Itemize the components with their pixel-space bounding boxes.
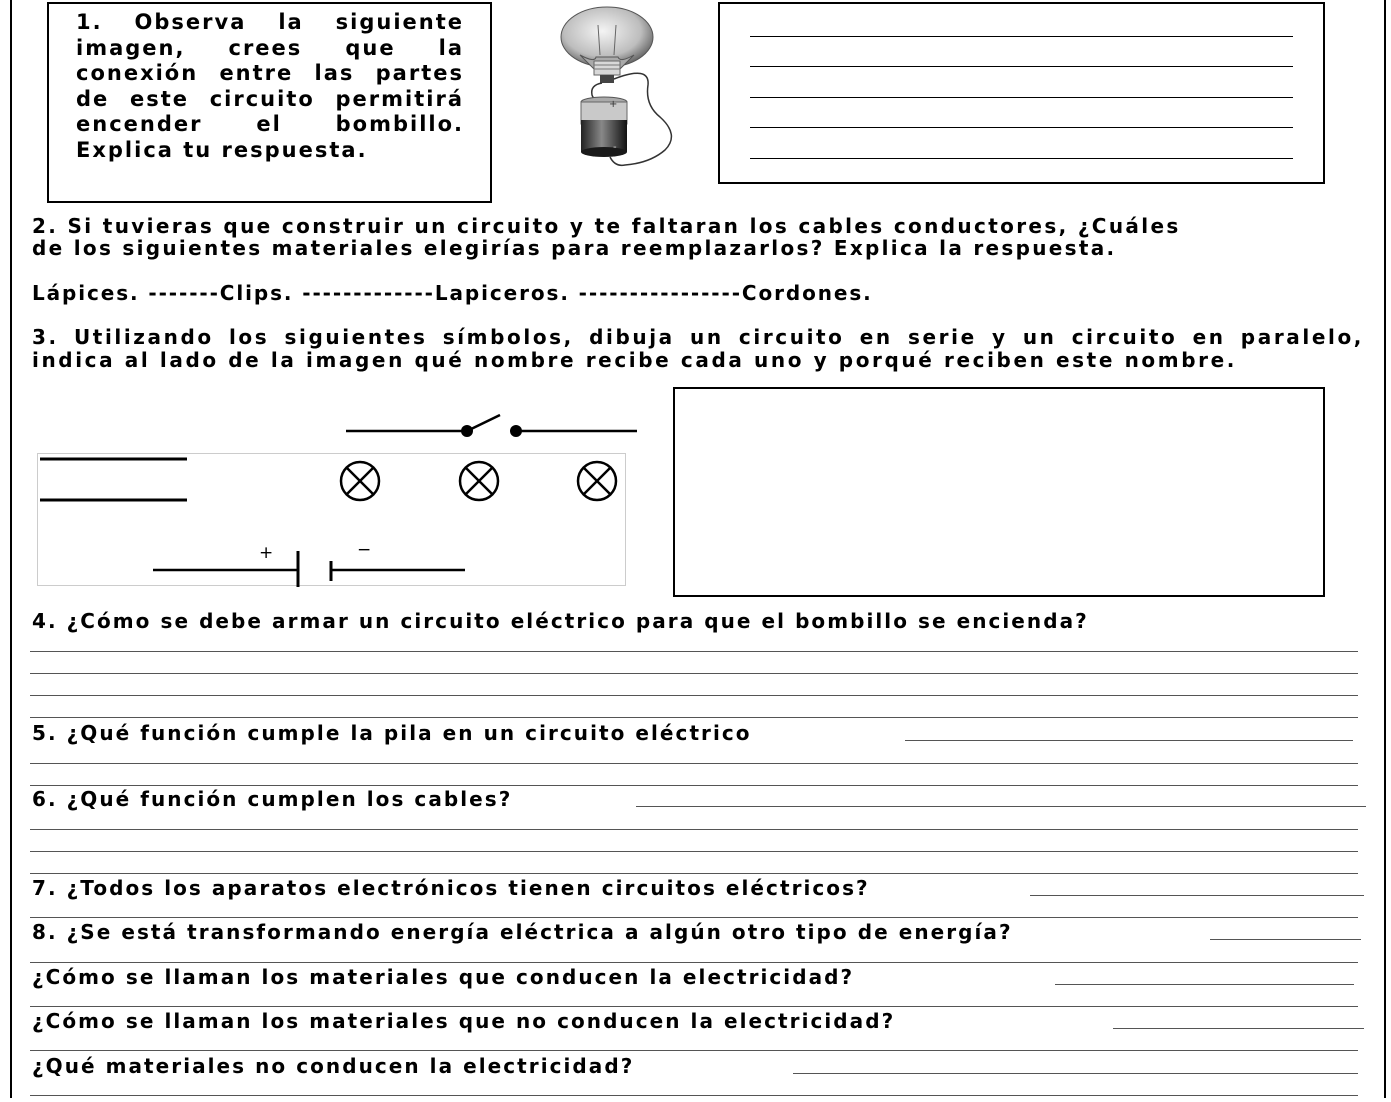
answer-line[interactable]	[30, 917, 1358, 918]
answer-line[interactable]	[30, 1050, 1358, 1051]
question-10-text: ¿Cómo se llaman los materiales que no conducen la electricidad?	[32, 1009, 896, 1033]
answer-line[interactable]	[1030, 895, 1364, 896]
answer-line[interactable]	[30, 785, 1358, 786]
question-3-text: 3. Utilizando los siguientes símbolos, dibuja un circuito en serie y un circuito en paralelo, indica al lado de la imagen qué nombre recibe cada uno y porqué reciben este nombre.	[32, 325, 1364, 372]
question-2-line-1: 2. Si tuvieras que construir un circuito y te faltaran los cables conductores, ¿Cuáles	[32, 214, 1181, 238]
answer-line[interactable]	[30, 673, 1358, 674]
battery-symbol	[150, 543, 470, 588]
answer-line[interactable]	[30, 1006, 1358, 1007]
question-1-answer-box[interactable]	[718, 2, 1325, 184]
bulb-symbol-3	[573, 460, 621, 504]
bulb-symbol-2	[455, 460, 503, 504]
question-9-text: ¿Cómo se llaman los materiales que conducen la electricidad?	[32, 965, 855, 989]
question-5-text: 5. ¿Qué función cumple la pila en un circuito eléctrico	[32, 721, 752, 745]
answer-line	[750, 97, 1293, 98]
question-7-text: 7. ¿Todos los aparatos electrónicos tienen circuitos eléctricos?	[32, 876, 870, 900]
question-6-text: 6. ¿Qué función cumplen los cables?	[32, 787, 513, 811]
answer-line	[750, 158, 1293, 159]
drawing-answer-box[interactable]	[673, 387, 1325, 597]
answer-line[interactable]	[1113, 1028, 1364, 1029]
answer-line[interactable]	[30, 829, 1358, 830]
answer-line[interactable]	[1055, 984, 1354, 985]
answer-line[interactable]	[30, 695, 1358, 696]
answer-line[interactable]	[905, 740, 1353, 741]
answer-line[interactable]	[30, 851, 1358, 852]
answer-line[interactable]	[30, 962, 1358, 963]
answer-line[interactable]	[636, 806, 1366, 807]
question-4-text: 4. ¿Cómo se debe armar un circuito eléctrico para que el bombillo se encienda?	[32, 609, 1089, 633]
battery-plus-label: +	[259, 543, 274, 563]
materials-list: Lápices. -------Clips. -------------Lapiceros. ----------------Cordones.	[32, 281, 873, 305]
wire-symbols	[38, 450, 193, 510]
svg-text:+: +	[609, 99, 618, 110]
answer-line[interactable]	[30, 651, 1358, 652]
answer-line	[750, 127, 1293, 128]
answer-line[interactable]	[30, 763, 1358, 764]
answer-line[interactable]	[30, 717, 1358, 718]
answer-line[interactable]	[1210, 939, 1361, 940]
bulb-symbol-1	[336, 460, 384, 504]
answer-line	[750, 66, 1293, 67]
bulb-battery-image	[530, 5, 705, 175]
question-2-line-2: de los siguientes materiales elegirías para reemplazarlos? Explica la respuesta.	[32, 236, 1117, 260]
switch-symbol	[340, 410, 640, 450]
question-1-text: 1. Observa la siguiente imagen, crees que la conexión entre las partes de este circuito permitirá encender el bombillo. Explica tu respuesta.	[76, 10, 464, 162]
answer-line[interactable]	[793, 1073, 1358, 1074]
answer-line	[750, 36, 1293, 37]
battery-minus-label: −	[357, 540, 372, 560]
svg-text:-: -	[613, 142, 617, 153]
answer-line[interactable]	[30, 873, 1358, 874]
answer-line[interactable]	[30, 1095, 1358, 1096]
question-8-text: 8. ¿Se está transformando energía eléctrica a algún otro tipo de energía?	[32, 920, 1013, 944]
question-11-text: ¿Qué materiales no conducen la electricidad?	[32, 1054, 635, 1078]
